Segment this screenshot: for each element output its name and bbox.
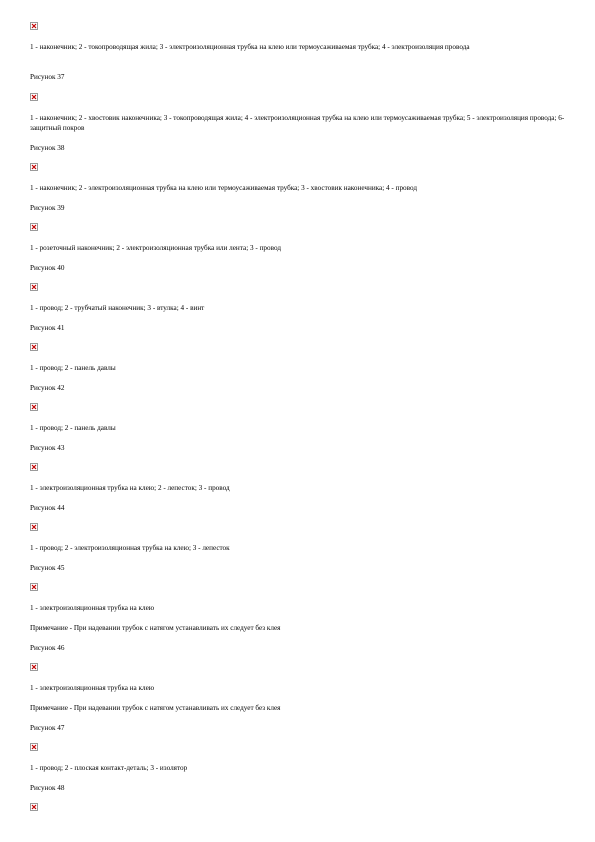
figure-number: Рисунок 39 [30, 204, 65, 212]
broken-image-icon [30, 803, 38, 811]
figure-number: Рисунок 43 [30, 444, 65, 452]
broken-image-icon [30, 343, 38, 351]
figure-number: Рисунок 42 [30, 384, 65, 392]
figure-note: Примечание - При надевании трубок с натягом устанавливать их следует без клея [30, 624, 281, 632]
figure-number: Рисунок 45 [30, 564, 65, 572]
figure-number: Рисунок 48 [30, 784, 65, 792]
broken-image-icon [30, 523, 38, 531]
figure-caption: 1 - провод; 2 - панель давлы [30, 364, 116, 372]
broken-image-icon [30, 93, 38, 101]
broken-image-icon [30, 403, 38, 411]
figure-number: Рисунок 38 [30, 144, 65, 152]
broken-image-icon [30, 463, 38, 471]
broken-image-icon [30, 163, 38, 171]
figure-caption: 1 - провод; 2 - электроизоляционная трубка на клею; 3 - лепесток [30, 544, 230, 552]
figure-note: Примечание - При надевании трубок с натягом устанавливать их следует без клея [30, 704, 281, 712]
figure-caption: 1 - электроизоляционная трубка на клею; 2 - лепесток; 3 - провод [30, 484, 230, 492]
figure-caption: 1 - провод; 2 - плоская контакт-деталь; 3 - изолятор [30, 764, 188, 772]
figure-number: Рисунок 47 [30, 724, 65, 732]
broken-image-icon [30, 283, 38, 291]
broken-image-icon [30, 223, 38, 231]
figure-number: Рисунок 46 [30, 644, 65, 652]
figure-number: Рисунок 44 [30, 504, 65, 512]
figure-caption: 1 - электроизоляционная трубка на клею [30, 604, 155, 612]
broken-image-icon [30, 743, 38, 751]
figure-number: Рисунок 41 [30, 324, 65, 332]
broken-image-icon [30, 583, 38, 591]
figure-number: Рисунок 40 [30, 264, 65, 272]
figure-number: Рисунок 37 [30, 73, 65, 81]
figure-caption: 1 - наконечник; 2 - токопроводящая жила; 3 - электроизоляционная трубка на клею или термоусаживаемая трубка; 4 - электроизоляция провода [30, 43, 470, 51]
broken-image-icon [30, 663, 38, 671]
figure-caption: 1 - провод; 2 - трубчатый наконечник; 3 - втулка; 4 - винт [30, 304, 205, 312]
figure-caption: 1 - провод; 2 - панель давлы [30, 424, 116, 432]
figure-caption: 1 - наконечник; 2 - электроизоляционная трубка на клею или термоусаживаемая трубка; 3 - хвостовик наконечника; 4 - провод [30, 184, 418, 192]
broken-image-icon [30, 22, 38, 30]
figure-caption: 1 - розеточный наконечник; 2 - электроизоляционная трубка или лента; 3 - провод [30, 244, 281, 252]
figure-caption: 1 - электроизоляционная трубка на клею [30, 684, 155, 692]
figure-caption: 1 - наконечник; 2 - хвостовик наконечника; 3 - токопроводящая жила; 4 - электроизоляционная трубка на клею или термоусаживаемая трубка; 5 - электроизоляция провода; 6- защитный покров [30, 114, 567, 132]
